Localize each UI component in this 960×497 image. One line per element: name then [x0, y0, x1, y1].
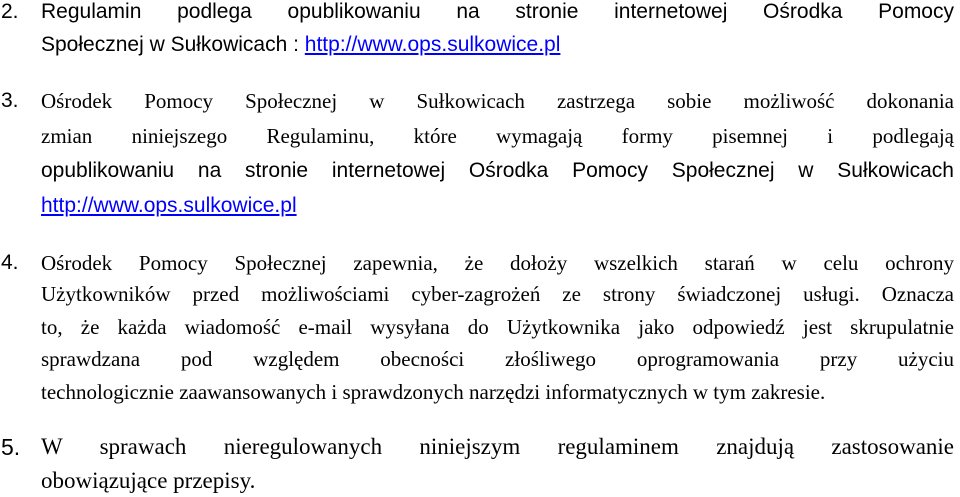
- item-number: 2.: [1, 0, 19, 23]
- text-line: sprawdzana pod względem obecności złośliwego oprogramowania przy użyciu: [41, 347, 954, 371]
- text-line: to, że każda wiadomość e-mail wysyłana do Użytkownika jako odpowiedź jest skrupulatnie: [41, 315, 954, 339]
- text-line: W sprawach nieregulowanych niniejszym regulaminem znajdują zastosowanie: [41, 434, 954, 459]
- text-line: technologicznie zaawansowanych i sprawdzonych narzędzi informatycznych w tym zakresie.: [41, 380, 826, 404]
- website-link[interactable]: http://www.ops.sulkowice.pl: [304, 33, 561, 56]
- item-number: 5.: [1, 434, 21, 460]
- text-line: obowiązujące przepisy.: [41, 468, 256, 493]
- website-link[interactable]: http://www.ops.sulkowice.pl: [41, 194, 297, 217]
- text-line: opublikowaniu na stronie internetowej Ośrodka Pomocy Społecznej w Sułkowicach: [41, 159, 954, 182]
- item-number: 3.: [1, 89, 19, 112]
- text-line: Ośrodek Pomocy Społecznej zapewnia, że dołoży wszelkich starań w celu ochrony: [41, 251, 954, 275]
- text-line: [41, 189, 954, 221]
- text-line: Ośrodek Pomocy Społecznej w Sułkowicach zastrzega sobie możliwość dokonania: [41, 89, 954, 113]
- text-line: [41, 29, 954, 61]
- text-line: zmian niniejszego Regulaminu, które wymagają formy pisemnej i podlegają: [41, 124, 954, 148]
- text-line: Regulamin podlega opublikowaniu na stronie internetowej Ośrodka Pomocy: [41, 0, 954, 23]
- text-line: Użytkowników przed możliwościami cyber-zagrożeń ze strony świadczonej usługi. Oznacza: [41, 282, 954, 306]
- item-number: 4.: [1, 251, 19, 274]
- text-segment: Społecznej w Sułkowicach :: [41, 33, 305, 56]
